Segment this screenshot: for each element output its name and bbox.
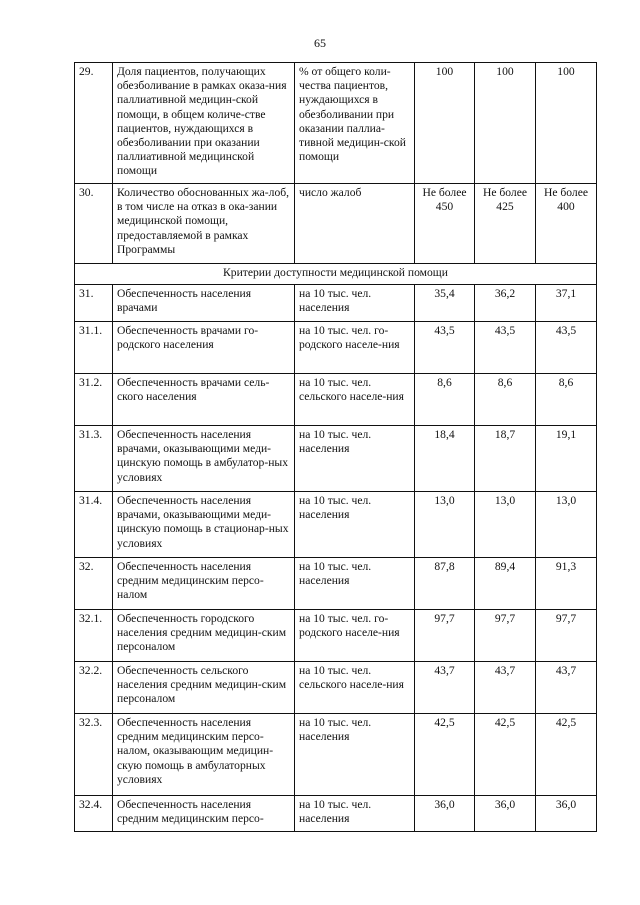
value-year-3: 8,6 — [536, 374, 597, 426]
row-number: 31.4. — [75, 492, 113, 558]
value-year-1: 8,6 — [415, 374, 475, 426]
unit-of-measure: число жалоб — [295, 184, 415, 264]
value-year-2: 8,6 — [475, 374, 536, 426]
table-row — [75, 285, 597, 322]
unit-of-measure: на 10 тыс. чел. населения — [295, 796, 415, 832]
unit-of-measure: на 10 тыс. чел. населения — [295, 492, 415, 558]
indicator-name: Обеспеченность сельского населения средним медицин-ским персоналом — [113, 662, 295, 714]
unit-of-measure: % от общего коли-чества пациентов, нуждающихся в обезболивании при оказании паллиа-тивной медицин-ской помощи — [295, 63, 415, 184]
row-number: 32. — [75, 558, 113, 610]
table-row — [75, 63, 597, 184]
value-year-1: Не более 450 — [415, 184, 475, 264]
value-year-3: 91,3 — [536, 558, 597, 610]
row-number: 29. — [75, 63, 113, 184]
row-number: 31.1. — [75, 322, 113, 374]
value-year-2: 18,7 — [475, 426, 536, 492]
unit-of-measure: на 10 тыс. чел. населения — [295, 714, 415, 796]
value-year-3: 36,0 — [536, 796, 597, 832]
indicator-name: Обеспеченность врачами сель-ского населения — [113, 374, 295, 426]
unit-of-measure: на 10 тыс. чел. го-родского населе-ния — [295, 610, 415, 662]
criteria-table — [74, 62, 597, 832]
value-year-2: 13,0 — [475, 492, 536, 558]
row-number: 32.1. — [75, 610, 113, 662]
value-year-3: 43,7 — [536, 662, 597, 714]
indicator-name: Обеспеченность населения врачами, оказывающими меди-цинскую помощь в амбулатор-ных условиях — [113, 426, 295, 492]
indicator-name: Обеспеченность врачами го-родского населения — [113, 322, 295, 374]
unit-of-measure: на 10 тыс. чел. населения — [295, 285, 415, 322]
table-row — [75, 426, 597, 492]
value-year-2: 42,5 — [475, 714, 536, 796]
value-year-3: 43,5 — [536, 322, 597, 374]
row-number: 30. — [75, 184, 113, 264]
value-year-1: 87,8 — [415, 558, 475, 610]
indicator-name: Обеспеченность населения врачами, оказывающими меди-цинскую помощь в стационар-ных условиях — [113, 492, 295, 558]
indicator-name: Обеспеченность населения средним медицинским персо-налом, оказывающим медицин-скую помощь в амбулаторных условиях — [113, 714, 295, 796]
indicator-name: Обеспеченность городского населения средним медицин-ским персоналом — [113, 610, 295, 662]
table-row — [75, 374, 597, 426]
value-year-1: 13,0 — [415, 492, 475, 558]
value-year-3: Не более 400 — [536, 184, 597, 264]
unit-of-measure: на 10 тыс. чел. населения — [295, 426, 415, 492]
value-year-1: 35,4 — [415, 285, 475, 322]
value-year-1: 18,4 — [415, 426, 475, 492]
table-row — [75, 322, 597, 374]
value-year-2: 36,0 — [475, 796, 536, 832]
page-number: 65 — [314, 36, 326, 50]
row-number: 31.2. — [75, 374, 113, 426]
unit-of-measure: на 10 тыс. чел. го-родского населе-ния — [295, 322, 415, 374]
table-row — [75, 714, 597, 796]
value-year-2: 43,7 — [475, 662, 536, 714]
value-year-3: 97,7 — [536, 610, 597, 662]
indicator-name: Обеспеченность населения средним медицинским персо-налом — [113, 558, 295, 610]
value-year-1: 36,0 — [415, 796, 475, 832]
indicator-name: Обеспеченность населения врачами — [113, 285, 295, 322]
value-year-3: 42,5 — [536, 714, 597, 796]
table-row — [75, 610, 597, 662]
table-row — [75, 492, 597, 558]
row-number: 32.3. — [75, 714, 113, 796]
unit-of-measure: на 10 тыс. чел. сельского населе-ния — [295, 662, 415, 714]
value-year-1: 43,7 — [415, 662, 475, 714]
value-year-2: 43,5 — [475, 322, 536, 374]
table-row — [75, 558, 597, 610]
value-year-1: 97,7 — [415, 610, 475, 662]
value-year-1: 43,5 — [415, 322, 475, 374]
value-year-2: 89,4 — [475, 558, 536, 610]
value-year-1: 100 — [415, 63, 475, 184]
table-row — [75, 796, 597, 832]
row-number: 31. — [75, 285, 113, 322]
value-year-1: 42,5 — [415, 714, 475, 796]
row-number: 32.2. — [75, 662, 113, 714]
table-row — [75, 184, 597, 264]
row-number: 31.3. — [75, 426, 113, 492]
value-year-3: 100 — [536, 63, 597, 184]
value-year-2: 100 — [475, 63, 536, 184]
unit-of-measure: на 10 тыс. чел. населения — [295, 558, 415, 610]
value-year-2: Не более 425 — [475, 184, 536, 264]
row-number: 32.4. — [75, 796, 113, 832]
value-year-2: 97,7 — [475, 610, 536, 662]
value-year-3: 19,1 — [536, 426, 597, 492]
value-year-3: 37,1 — [536, 285, 597, 322]
value-year-3: 13,0 — [536, 492, 597, 558]
indicator-name: Количество обоснованных жа-лоб, в том числе на отказ в ока-зании медицинской помощи, предоставляемой в рамках Программы — [113, 184, 295, 264]
indicator-name: Обеспеченность населения средним медицинским персо- — [113, 796, 295, 832]
value-year-2: 36,2 — [475, 285, 536, 322]
section-row — [75, 264, 597, 285]
unit-of-measure: на 10 тыс. чел. сельского населе-ния — [295, 374, 415, 426]
indicator-name: Доля пациентов, получающих обезболивание в рамках оказа-ния паллиативной медицин-ской помощи, в общем количе-стве пациентов, нуждающихся в обезболивании при оказании паллиативной медицинской помощи — [113, 63, 295, 184]
section-title: Критерии доступности медицинской помощи — [75, 264, 597, 285]
table-row — [75, 662, 597, 714]
